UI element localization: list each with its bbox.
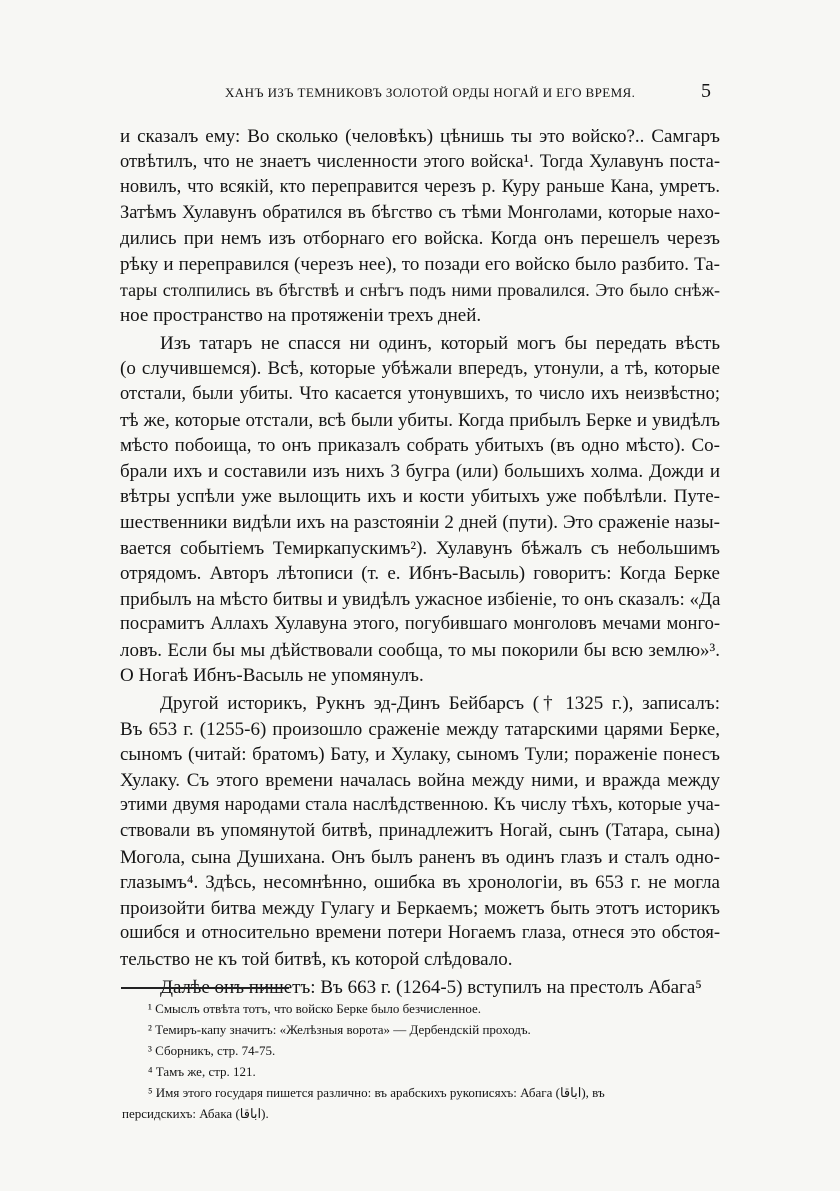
footnote: ⁵ Имя этого государя пишется различно: въ арабскихъ рукописяхъ: Абага (اباقا), въ <box>148 1085 605 1100</box>
text-line: новилъ, что всякій, кто переправится черезъ р. Куру раньше Кана, умретъ. <box>120 177 720 198</box>
footnote: ⁴ Тамъ же, стр. 121. <box>148 1064 256 1079</box>
text-line: Въ 653 г. (1255-6) произошло сраженіе между татарскими царями Берке, <box>120 718 720 740</box>
text-line: посрамитъ Аллахъ Хулавуна этого, погубившаго монголовъ мечами монго- <box>120 614 720 635</box>
text-line: Затѣмъ Хулавунъ обратился въ бѣгство съ тѣми Монголами, которые нахо- <box>120 202 720 223</box>
text-line: Далѣе онъ пишетъ: Въ 663 г. (1264-5) вступилъ на престолъ Абага⁵ <box>160 976 702 998</box>
text-line: и сказалъ ему: Во сколько (человѣкъ) цѣнишь ты это войско?.. Самгаръ <box>120 126 720 147</box>
text-line: произойти битва между Гулагу и Беркаемъ; можетъ быть этотъ историкъ <box>120 897 720 919</box>
text-line: вается событіемъ Темиркапускимъ²). Хулавунъ бѣжалъ съ небольшимъ <box>120 537 720 559</box>
text-line: прибылъ на мѣсто битвы и увидѣлъ ужасное избіеніе, то онъ сказалъ: «Да <box>120 588 721 610</box>
footnote-continuation: персидскихъ: Абака (اباقا). <box>122 1106 269 1121</box>
page-number: 5 <box>701 80 711 102</box>
text-line: мѣсто побоища, то онъ приказалъ собрать убитыхъ (въ одно мѣсто). Со- <box>120 435 720 457</box>
footnote: ³ Сборникъ, стр. 74-75. <box>148 1043 276 1058</box>
text-line: Хулаку. Съ этого времени началась война между ними, и вражда между <box>120 769 720 791</box>
text-line: глазымъ⁴. Здѣсь, несомнѣнно, ошибка въ хронологіи, въ 653 г. не могла <box>120 872 720 894</box>
text-line: Могола, сына Душихана. Онъ былъ раненъ въ одинъ глазъ и сталъ одно- <box>120 846 720 868</box>
text-line: рѣку и переправился (черезъ нее), то позади его войско было разбито. Та- <box>120 253 720 275</box>
running-header: ХАНЪ ИЗЪ ТЕМНИКОВЪ ЗОЛОТОЙ ОРДЫ НОГАЙ И ЕГО ВРЕМЯ. <box>225 85 636 100</box>
text-line: ное пространство на протяженіи трехъ дней. <box>120 305 482 327</box>
text-line: отстали, были убиты. Что касается утонувшихъ, то число ихъ неизвѣстно; <box>120 383 720 404</box>
text-line: тары столпились въ бѣгствѣ и снѣгъ подъ ними провалился. Это было снѣж- <box>120 279 720 300</box>
text-line: ловъ. Если бы мы дѣйствовали сообща, то мы покорили бы всю землю»³. <box>120 639 720 661</box>
text-line: отвѣтилъ, что не знаетъ численности этого войска¹. Тогда Хулавунъ поста- <box>120 151 720 172</box>
footnote-rule <box>121 987 289 989</box>
text-line: сыномъ (читай: братомъ) Бату, и Хулаку, сыномъ Тули; пораженіе понесъ <box>120 744 720 766</box>
text-line: шественники видѣли ихъ на разстояніи 2 дней (пути). Это сраженіе назы- <box>120 511 720 533</box>
text-line: ствовали въ упомянутой битвѣ, принадлежитъ Ногай, сынъ (Татара, сына) <box>120 821 720 842</box>
text-line: Другой историкъ, Рукнъ эд-Динъ Бейбарсъ († 1325 г.), записалъ: <box>160 693 720 715</box>
footnote: ² Темиръ-капу значитъ: «Желѣзныя ворота» — Дербендскій проходъ. <box>148 1022 531 1037</box>
footnotes <box>122 998 720 1124</box>
text-line: тельство не къ той битвѣ, къ которой слѣдовало. <box>120 949 513 970</box>
text-line: Изъ татаръ не спасся ни одинъ, который могъ бы передать вѣсть <box>160 332 720 354</box>
text-line: ошибся и относительно времени потери Ногаемъ глаза, отнеся это обстоя- <box>120 923 720 944</box>
text-line: тѣ же, которые отстали, всѣ были убиты. Когда прибылъ Берке и увидѣлъ <box>120 409 720 431</box>
text-line: вѣтры успѣли уже вылощить ихъ и кости убитыхъ уже побѣлѣли. Путе- <box>120 486 720 508</box>
text-line: брали ихъ и составили изъ нихъ 3 бугра (или) большихъ холма. Дожди и <box>120 460 720 482</box>
main-text <box>120 124 720 1000</box>
text-line: дились при немъ изъ отборнаго его войска. Когда онъ перешелъ черезъ <box>120 228 720 250</box>
text-line: О Ногаѣ Ибнъ-Васыль не упомянулъ. <box>120 665 424 687</box>
footnote: ¹ Смыслъ отвѣта тотъ, что войско Берке было безчисленное. <box>148 1001 481 1016</box>
text-line: этими двумя народами стала наслѣдственною. Къ числу тѣхъ, которые уча- <box>120 795 720 816</box>
text-line: отрядомъ. Авторъ лѣтописи (т. е. Ибнъ-Васыль) говоритъ: Когда Берке <box>120 563 720 585</box>
text-line: (о случившемся). Всѣ, которые убѣжали впередъ, утонули, а тѣ, которые <box>120 358 720 380</box>
